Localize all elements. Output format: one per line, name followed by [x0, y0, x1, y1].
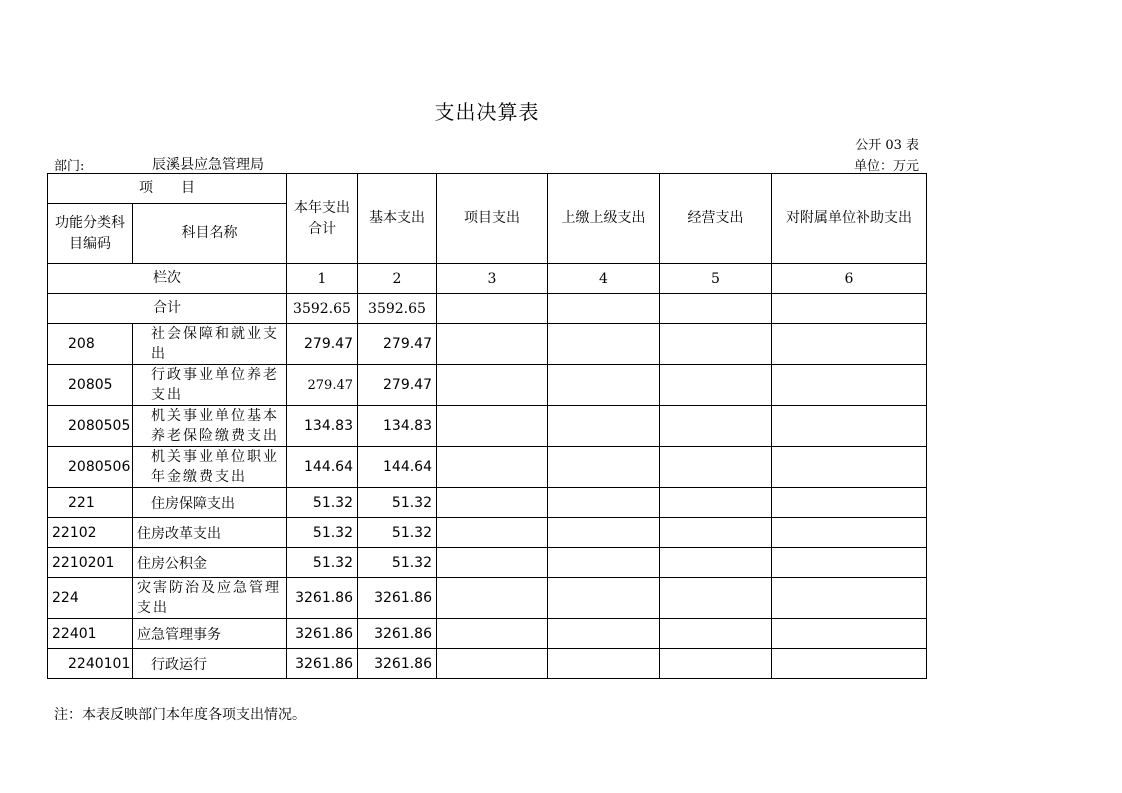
department-name: 辰溪县应急管理局: [152, 157, 264, 173]
row-basic: 3261.86: [358, 649, 437, 679]
row-basic: 279.47: [358, 365, 437, 406]
header-subsidy: 对附属单位补助支出: [772, 174, 927, 264]
row-total: 279.47: [287, 324, 358, 365]
row-basic: 134.83: [358, 406, 437, 447]
col-index-3: 3: [437, 264, 548, 294]
row-name: 住房公积金: [133, 548, 287, 578]
table-row: [48, 324, 927, 365]
row-code: 2080505: [48, 406, 133, 447]
row-total: 51.32: [287, 548, 358, 578]
header-name: 科目名称: [133, 204, 287, 264]
col-index-4: 4: [548, 264, 660, 294]
row-code: 224: [48, 578, 133, 619]
table-row: [48, 548, 927, 578]
table-row: [48, 619, 927, 649]
table-row: [48, 518, 927, 548]
header-code: 功能分类科目编码: [48, 204, 133, 264]
header-total: 本年支出合计: [287, 174, 358, 264]
row-code: 208: [48, 324, 133, 365]
row-code: 2240101: [48, 649, 133, 679]
col-index-1: 1: [287, 264, 358, 294]
header-basic: 基本支出: [358, 174, 437, 264]
col-index-2: 2: [358, 264, 437, 294]
form-number: 公开 03 表: [855, 138, 919, 153]
row-total: 279.47: [287, 365, 358, 406]
header-project: 项目支出: [437, 174, 548, 264]
sum-basic: 3592.65: [358, 294, 437, 324]
row-basic: 3261.86: [358, 619, 437, 649]
footnote: 注：本表反映部门本年度各项支出情况。: [54, 707, 306, 723]
row-name: 住房改革支出: [133, 518, 287, 548]
sum-label: 合计: [48, 294, 287, 324]
row-name: 灾害防治及应急管理支出: [133, 578, 287, 619]
expenditure-table: [47, 173, 927, 679]
table-row: [48, 447, 927, 488]
unit-label: 单位：万元: [853, 159, 919, 174]
row-total: 144.64: [287, 447, 358, 488]
col-index-label: 栏次: [48, 264, 287, 294]
table-row: [48, 578, 927, 619]
row-code: 2210201: [48, 548, 133, 578]
table-row: [48, 365, 927, 406]
header-upper: 上缴上级支出: [548, 174, 660, 264]
table-row: [48, 488, 927, 518]
header-item: 项 目: [48, 174, 287, 204]
row-total: 51.32: [287, 488, 358, 518]
row-basic: 144.64: [358, 447, 437, 488]
row-code: 22102: [48, 518, 133, 548]
table-row: [48, 406, 927, 447]
row-basic: 3261.86: [358, 578, 437, 619]
row-basic: 51.32: [358, 548, 437, 578]
sum-total: 3592.65: [287, 294, 358, 324]
row-total: 3261.86: [287, 578, 358, 619]
row-basic: 279.47: [358, 324, 437, 365]
row-total: 51.32: [287, 518, 358, 548]
header-business: 经营支出: [660, 174, 772, 264]
row-code: 22401: [48, 619, 133, 649]
row-code: 221: [48, 488, 133, 518]
row-name: 住房保障支出: [133, 488, 287, 518]
row-total: 3261.86: [287, 619, 358, 649]
row-basic: 51.32: [358, 518, 437, 548]
row-name: 机关事业单位职业年金缴费支出: [133, 447, 287, 488]
row-name: 应急管理事务: [133, 619, 287, 649]
row-name: 行政运行: [133, 649, 287, 679]
page-title: 支出决算表: [434, 100, 540, 124]
row-name: 机关事业单位基本养老保险缴费支出: [133, 406, 287, 447]
row-code: 20805: [48, 365, 133, 406]
col-index-6: 6: [772, 264, 927, 294]
department-label: 部门:: [54, 159, 85, 174]
row-code: 2080506: [48, 447, 133, 488]
row-total: 3261.86: [287, 649, 358, 679]
col-index-5: 5: [660, 264, 772, 294]
table-row: [48, 649, 927, 679]
row-total: 134.83: [287, 406, 358, 447]
row-name: 社会保障和就业支出: [133, 324, 287, 365]
row-basic: 51.32: [358, 488, 437, 518]
row-name: 行政事业单位养老支出: [133, 365, 287, 406]
